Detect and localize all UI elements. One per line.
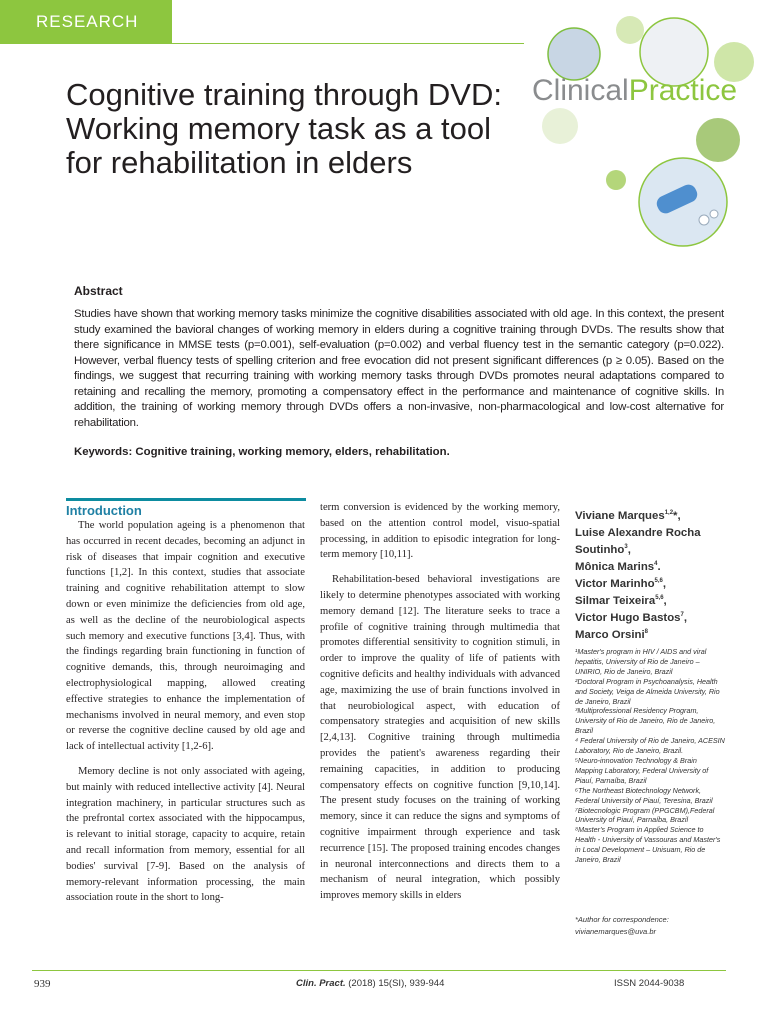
author-item: Victor Marinho$^{5,6}$,	[575, 578, 667, 590]
affiliation-item: ⁷Biotecnologic Program (PPGCBM),Federal University of Piauí, Parnaíba, Brazil	[575, 805, 715, 825]
keywords: Keywords: Cognitive training, working memory, elders, rehabilitation.	[74, 446, 450, 458]
intro-paragraph-3: term conversion is evidenced by the working memory, based on the attention control model, visuo-spatial processing, in addition to episodic integration for long-term memory [10,11].	[320, 502, 560, 561]
page-number: 939	[34, 978, 51, 990]
column-1	[66, 518, 305, 915]
intro-paragraph-2: Memory decline is not only associated with ageing, but mainly with reduced intellective activity [4]. Neural integration machinery, in particular structures such as the prefrontal cortex associated with the hippocampus, is relevant to initial storage, capacity to acquire, retain and recall information from memory, essential for all bodies' survival [7-9]. Based on the analysis of memory-relevant information processing, the main association route in the short to long-	[66, 765, 305, 904]
affiliation-item: ⁵Neuro-innovation Technology & Brain Mapping Laboratory, Federal University of Piauí, Parnaíba, Brazil	[575, 755, 709, 785]
correspondence-email[interactable]: vivianemarques@uva.br	[575, 927, 656, 936]
author-item: Luise Alexandre Rocha Soutinho$^3$,	[575, 527, 701, 556]
intro-paragraph-4: Rehabilitation-besed behavioral investigations are likely to determine phenotypes associated with working memory demand [12]. The literature seeks to trace a profile of cognitive training through multimedia that promotes differential sensitivity to cognition stimuli, in order to improve the quality of life of patients with cognitive deficits and healthy individuals with advanced age, maximizing the use of brain functions involved in that neurobiological aspect, with education of compensatory strategies and acquisition of new skills [2,4,13]. Cognitive training through multimedia provides the patient's awareness regarding their remaining capacities, in addition to producing compensatory effects on cognitive function [9,10,14]. The present study focuses on the training of working memory, since it can reduce the signs and symptoms of cognitive impairment through experience and task recurrence [15]. The proposed training encodes changes in neuronal interconnections and directs them to a mechanism of neural integration, which possibly improves memory skills in elders	[320, 574, 560, 902]
author-item: Mônica Marins$^4$.	[575, 561, 661, 573]
footer-rule	[32, 970, 726, 971]
author-item: Viviane Marques$^{1,2}$*,	[575, 510, 681, 522]
column-2	[320, 500, 560, 913]
affiliation-item: ³Multiprofessional Residency Program, University of Rio de Janeiro, Rio de Janeiro, Brazil	[575, 706, 716, 736]
affiliation-item: ⁸Master's Program in Applied Science to Health - University of Vassouras and Master's in Local Development – Unisuam, Rio de Janeiro, Brazil	[575, 825, 721, 865]
introduction-rule	[66, 498, 306, 501]
header-rule	[172, 43, 524, 44]
correspondence-label: *Author for correspondence:	[575, 915, 669, 924]
author-item: Marco Orsini$^8$	[575, 629, 648, 641]
logo-circle-small-3	[542, 108, 578, 144]
abstract-heading: Abstract	[74, 284, 123, 298]
affiliation-item: ¹Master's program in HIV / AIDS and viral hepatitis, University of Rio de Janeiro – UNIRIO, Rio de Janeiro, Brazil	[575, 647, 707, 676]
journal-abbrev: Clin. Pract.	[296, 978, 346, 989]
author-item: Victor Hugo Bastos$^7$,	[575, 612, 688, 624]
citation-details: (2018) 15(SI), 939-944	[345, 978, 445, 989]
journal-logo-graphic	[528, 16, 768, 248]
section-banner	[0, 0, 172, 44]
author-list	[575, 508, 725, 644]
author-item: Silmar Teixeira$^{5,6}$,	[575, 595, 667, 607]
introduction-heading: Introduction	[66, 503, 142, 518]
logo-circle-small-1	[616, 16, 644, 44]
intro-paragraph-1: The world population ageing is a phenomenon that has occurred in recent decades, becoming an adjunct in risk of diseases that impair cognition and executive functions [1,2]. In this context, studies that associate training and cognitive rehabilitation attempt to slow down or even minimize the deficiencies from old age, as well as the decline of the neurobiological aspects such memory and executive functions [3,4]. Thus, with the findings regarding brain functioning in function of cognitive demands, this, through neuroimaging and electrophysiological mapping, allowed creating effective strategies to enhance the implementation of mechanisms involved in neural memory, and even stop or reverse the cognitive decline caused by old age and lack of intellectual activity [1,2-6].	[66, 520, 305, 753]
journal-logo	[528, 16, 768, 248]
affiliation-item: ⁶The Northeast Biotechnology Network, Federal University of Piauí, Teresina, Brazil	[575, 785, 713, 805]
affiliation-item: ²Doctoral Program in Psychoanalysis, Health and Society, Veiga de Almeida University, Rio de Janeiro, Brazil	[575, 676, 720, 706]
article-title: Cognitive training through DVD: Working memory task as a tool for rehabilitation in elders	[66, 77, 502, 180]
correspondence	[575, 914, 725, 938]
issn: ISSN 2044-9038	[614, 978, 685, 989]
affiliations	[575, 647, 725, 865]
abstract-text: Studies have shown that working memory tasks minimize the cognitive disabilities associated with old age. In this context, the present study examined the bavioral changes of working memory in elders during a cognitive training through DVDs. The results show that there significance in MMSE tests (p=0.001), self-evaluation (p=0.002) and verbal fluency test in the semantic category (p=0.022). However, verbal fluency tests of spelling criterion and free evocation did not present significant differences (p ≥ 0.05). Based on the findings, we suggest that recurring training with working memory tasks through DVDs promotes neural adaptations compared to retaining and recalling the memory, promoting a compensatory effect in the performance and maintenance of cognitive skills. In addition, the training of working memory through DVDs offers a non-invasive, non-pharmacological and low-cost alternative for rehabilitation.	[74, 308, 724, 429]
section-label: RESEARCH	[36, 12, 139, 31]
svg-text:ClinicalPractice: ClinicalPractice	[532, 74, 738, 107]
journal-citation	[296, 978, 444, 989]
affiliation-item: ⁴ Federal University of Rio de Janeiro, ACESIN Laboratory, Rio de Janeiro, Brazil.	[575, 736, 725, 756]
logo-circle-small-4	[696, 118, 740, 162]
logo-circle-small-5	[606, 170, 626, 190]
